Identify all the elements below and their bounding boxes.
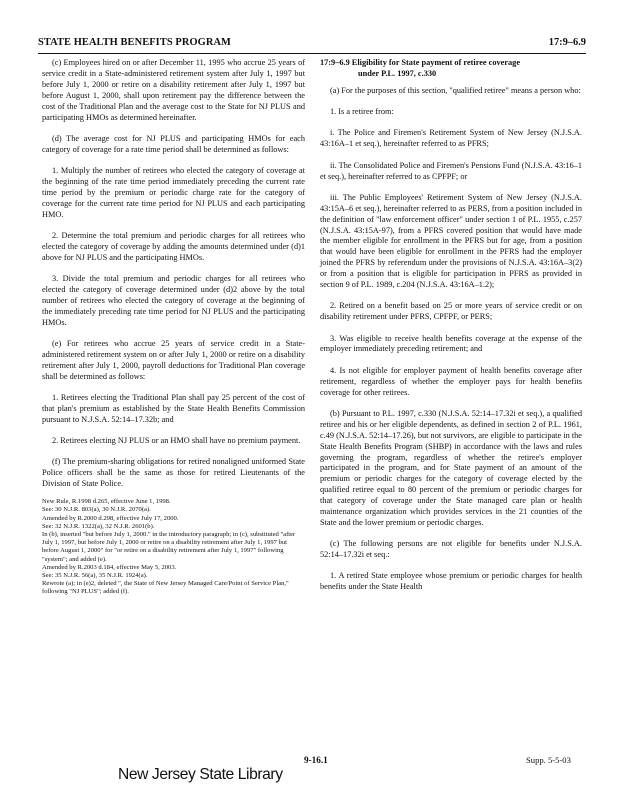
running-head-section: 17:9–6.9 [548,37,586,48]
paragraph-a1-ii: ii. The Consolidated Police and Firemen's Pensions Fund (N.J.S.A. 43:16–1 et seq.), hereinafter referred to as CPFPF; or [320,160,582,181]
header-rule [38,53,586,54]
paragraph-a1-i: i. The Police and Firemen's Retirement System of New Jersey (N.J.S.A. 43:16A–1 et seq.), hereinafter referred to as PFRS; [320,128,582,149]
paragraph-c-right: (c) The following persons are not eligible for benefits under N.J.S.A. 52:14–17.32i et seq.: [320,539,582,560]
page-number: 9-16.1 [304,755,328,765]
history-note: See: 35 N.J.R. 56(a), 35 N.J.R. 1924(a). [42,571,148,579]
paragraph-d1: 1. Multiply the number of retirees who elected the category of coverage at the beginning of the rate time period immediately preceding the current rate time period by the premium or periodic charge rate for the category of coverage for the current rate time period for NJ PLUS and each participating HMO. [42,166,305,219]
history-note: See: 30 N.J.R. 803(a), 30 N.J.R. 2070(a). [42,506,151,514]
paragraph-c1: 1. A retired State employee whose premium or periodic charges for health benefits under the State Health [320,571,582,592]
section-heading-line2: under P.L. 1997, c.330 [358,68,437,78]
paragraph-a1-iii: iii. The Public Employees' Retirement System of New Jersey (N.J.S.A. 43:15A–6 et seq.), hereinafter referred to as PERS, from a position included in the definition of "law enforcement officer" under section 1 of P.L. 1955, c.257 (N.J.S.A. 43:15A-97), from a PFRS covered position that would have made the member eligible for enrollment in the PFRS but for age, from a position that would have been eligible for enrollment in the PFRS had the employer joined the PFRS by referendum under the provisions of N.J.S.A. 43:16A–3(2) or from a position that is eligible for participation in PFRS as provided in section 9 of P.L. 1989, c.204 (N.J.S.A. 43:16A–1.2); [320,192,582,290]
paragraph-a2: 2. Retired on a benefit based on 25 or more years of service credit or on disability retirement under PFRS, CPFPF, or PERS; [320,301,582,322]
paragraph-c: (c) Employees hired on or after December 11, 1995 who accrue 25 years of service credit in a State-administered retirement system after July 1, 1997 but before July 1, 2000 or retire on a disability retirement after July 1, 1997 but before August 1, 2000, shall upon retirement pay the difference between the cost of the Traditional Plan and the average cost to the State for NJ PLUS and participating HMOs as determined hereinafter. [42,58,305,122]
paragraph-a4: 4. Is not eligible for employer payment of health benefits coverage after retirement, regardless of whether the employer pays for health benefits coverage for other retirees. [320,365,582,397]
paragraph-d: (d) The average cost for NJ PLUS and participating HMOs for each category of coverage for a rate time period shall be determined as follows: [42,133,305,154]
page-header [38,37,586,51]
paragraph-d3: 3. Divide the total premium and periodic charges for all retirees who elected the category of coverage determined under (d)2 above by the total number of retirees who elected the category of coverage at the beginning of the immediately preceding rate time period for NJ PLUS and the participating HMOs. [42,274,305,327]
paragraph-e1: 1. Retirees electing the Traditional Plan shall pay 25 percent of the cost of that plan's premium as established by the State Health Benefits Commission pursuant to N.J.S.A. 52:14–17.32b; and [42,393,305,424]
history-note: Amended by R.2000 d.298, effective July 17, 2000. [42,514,179,522]
paragraph-d2: 2. Determine the total premium and periodic charges for all retirees who elected the category of coverage by adding the amounts determined under (d)1 above for NJ PLUS and the participating HMOs. [42,230,305,262]
paragraph-a: (a) For the purposes of this section, "qualified retiree" means a person who: [330,85,581,95]
right-column [320,58,582,593]
history-notes [42,498,305,596]
section-heading [320,58,582,80]
section-heading-line1: 17:9–6.9 Eligibility for State payment of retiree coverage [320,58,521,67]
history-note: Rewrote (a); in (e)2, deleted ", the State of New Jersey Managed Care/Point of Service Plan," following "NJ PLUS"; added (f). [42,580,289,596]
paragraph-a1: 1. Is a retiree from: [330,107,394,117]
history-note: New Rule, R.1998 d.265, effective June 1, 1998. [42,498,171,506]
paragraph-e: (e) For retirees who accrue 25 years of service credit in a State-administered retirement system on or after July 1, 2000 or retire on a disability retirement after July 1, 2000, payroll deductions for Traditional Plan coverage shall be determined as follows: [42,338,305,381]
paragraph-b: (b) Pursuant to P.L. 1997, c.330 (N.J.S.A. 52:14–17.32i et seq.), a qualified retiree and his or her eligible dependents, as defined in section 2 of P.L. 1961, c.49 (N.J.S.A. 52:14–17.26), but not survivors, are eligible to participate in the State Health Benefits Program (SHBP) in accordance with the laws and rules governing the program, regardless of whether the retiree's employer participated in the program, and for State payment of an amount of the premium or periodic charges for the category of coverage elected by the qualified retiree equal to 80 percent of the premium or periodic charges for that category of coverage under the State managed care plan or health maintenance organization which provides services in the 21 counties of the State and the lower premium or periodic charges. [320,408,582,527]
paragraph-a3: 3. Was eligible to receive health benefits coverage at the expense of the employer immediately preceding retirement; and [320,333,582,354]
running-head-title: STATE HEALTH BENEFITS PROGRAM [38,37,231,48]
history-note: Amended by R.2003 d.184, effective May 5, 2003. [42,563,177,571]
history-note: In (b), inserted "but before July 1, 2000." in the introductory paragraph; in (c), substituted "after July 1, 1997, but before July 1, 2000 or retire on a disability retirement after July 1, 1997 but before August 1, 2000" for "or retire on a disability retirement after July 1, 1997" following "system"; and added (e). [42,530,296,563]
history-note: See: 32 N.J.R. 1322(a), 32 N.J.R. 2601(b). [42,522,155,530]
paragraph-f: (f) The premium-sharing obligations for retired nonaligned uniformed State Police officers shall be the same as those for retired Lieutenants of the Division of State Police. [42,457,305,489]
supplement-date: Supp. 5-5-03 [526,755,571,765]
paragraph-e2: 2. Retirees electing NJ PLUS or an HMO shall have no premium payment. [52,436,301,446]
library-watermark: New Jersey State Library [118,766,283,783]
left-column [42,58,305,597]
